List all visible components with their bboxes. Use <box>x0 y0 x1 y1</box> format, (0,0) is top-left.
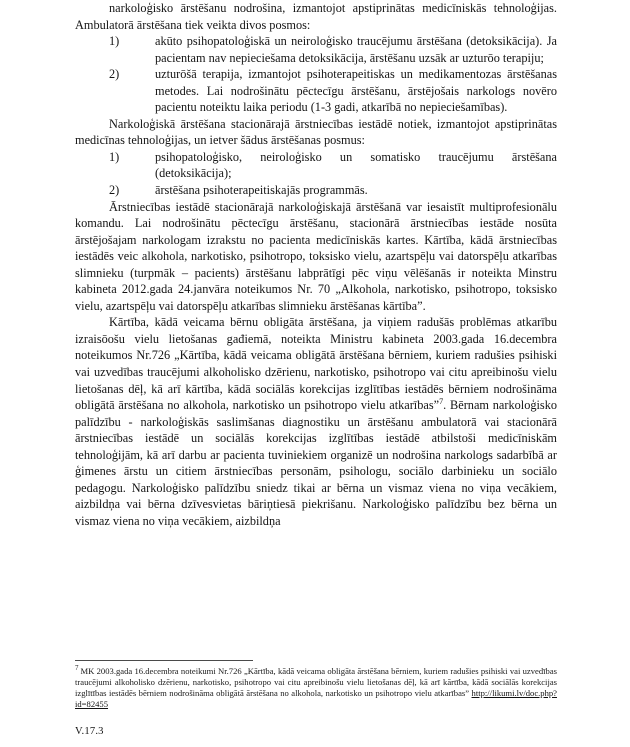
page-footer: V.17.3 <box>75 726 104 737</box>
list-item-number: 2) <box>109 183 120 198</box>
list-item-text: uzturōšā terapija, izmantojot psihoterapeitiskas un medikamentozas ārstēšanas metodes. Lai nodrošinātu pēctecīgu ārstēšanu, ārstējošais narkologs novēro pacientu noteiktu laika periodu (1-3 gadi, atkarībā no nepieciešamības). <box>155 67 557 115</box>
list-item <box>75 182 557 199</box>
footnote-separator <box>75 660 253 661</box>
paragraph-children-text-part2: . Bērnam narkoloģisko palīdzību - narkoloģiskās saslimšanas diagnostiku un ārstēšanu ambulatorā vai stacionārā ārstniecības iestādē un sociālās korekcijas izglītības iestādē atbilstoši medicīniskām tehnoloģijām, kā arī darbu ar pacienta tuviniekiem organizē un nodrošina narkologs sadarbībā ar ģimenes ārstu un citiem ārstniecības personām, psihologu, sociālo darbinieku un sociālo pedagogu. Narkoloģisko palīdzību sniedz tikai ar bērna un vismaz viena no viņa vecākiem, aizbildņa vai bērna dzīvesvietas bāriņtiesā piekrišanu. Narkoloģisko palīdzību bez bērna un vismaz viena no viņa vecākiem, aizbildņa <box>75 398 557 528</box>
footnote-text: MK 2003.gada 16.decembra noteikumi Nr.726 „Kārtība, kādā veicama obligāta ārstēšana bērniem, kuriem radušies psihiski vai uzvedības traucējumi alkoholisko dzērienu, narkotisko, psihotropo vai citu apreibinošu vielu lietošanas dēļ, kā arī kārtība, kādā sociālās korekcijas izglītības iestādēs bērniem nodrošināma obligātā ārstēšana no alkohola, narkotisko un psihotropo vielu atkarības” <box>75 666 557 699</box>
list-item-number: 1) <box>109 34 120 49</box>
paragraph-multiprofessional-team: Ārstniecības iestādē stacionārajā narkoloģiskajā ārstēšanā var iesaistīt multiprofesionālu komandu. Lai nodrošinātu pēctecīgu ārstēšanu, stacionārā ārstniecības iestāde nosūta ārstējošajam narkologam izrakstu no pacienta medicīniskās kartes. Kārtība, kādā ārstniecības iestādēs veic alkohola, narkotisko, psihotropo, toksisko vielu, azartspēļu vai datorspēļu atkarības slimnieku (turpmāk – pacients) ārstēšanu labprātīgi pēc viņu vēlēšanās ir noteikta Minstru kabineta 2012.gada 24.janvāra noteikumos Nr. 70 „Alkohola, narkotisko, psihotropo, toksisko vielu, azartspēļu vai datorspēļu atkarības slimnieku ārstēšanas kārtība”. <box>75 199 557 313</box>
footnote-link[interactable]: http://likumi.lv/doc.php?id=82455 <box>75 688 557 710</box>
list-item <box>75 149 557 182</box>
list-item-text: akūto psihopatoloģiskā un neiroloģisko traucējumu ārstēšana (detoksikācija). Ja pacientam nav nepieciešama detoksikācija, ārstēšanu uzsāk ar uzturōo terapiju; <box>155 34 557 65</box>
list-item-text: ārstēšana psihoterapeitiskajās programmās. <box>155 183 368 198</box>
footnote-reference[interactable]: 7 <box>439 397 444 407</box>
footnote <box>75 666 557 710</box>
document-body <box>75 0 557 530</box>
footnote-marker: 7 <box>75 664 79 673</box>
list-item-number: 2) <box>109 67 120 82</box>
list-item <box>75 66 557 116</box>
paragraph-continuation: narkoloģisko ārstēšanu nodrošina, izmantojot apstiprinātas medicīniskās tehnoloģijas. Ambulatorā ārstēšana tiek veikta divos posmos: <box>75 1 557 32</box>
list-item <box>75 33 557 66</box>
paragraph-children-treatment <box>75 314 557 529</box>
paragraph-stationary-treatment: Narkoloģiskā ārstēšana stacionārajā ārstniecības iestādē notiek, izmantojot apstiprinātas medicīnas tehnoloģijas, un ietver šādus ārstēšanas posmus: <box>75 116 557 148</box>
list-item-number: 1) <box>109 149 120 164</box>
paragraph-children-text-part1: Kārtība, kādā veicama bērnu obligāta ārstēšana, ja viņiem radušās problēmas atkarību izraisōošu vielu lietošanas gađiemā, noteikta Ministru kabineta 2003.gada 16.decembra noteikumos Nr.726 „Kārtība, kādā veicama obligātā ārstēšana bērniem, kuriem radušies psihiski vai uzvedības traucējumi alkoholisko dzērienu, narkotisko, psihotropo vai citu apreibinošu vielu lietošanas dēļ, kā arī kārtība, kādā sociālās korekcijas izglītības iestādēs bērniem nodrošināma obligātā ārstēšana no alkohola, narkotisko un psihotropo vielu atkarības” <box>75 315 557 413</box>
list-item-text: psihopatoloģisko, neiroloģisko un somatisko traucējumu ārstēšana (detoksikācija); <box>155 149 557 181</box>
